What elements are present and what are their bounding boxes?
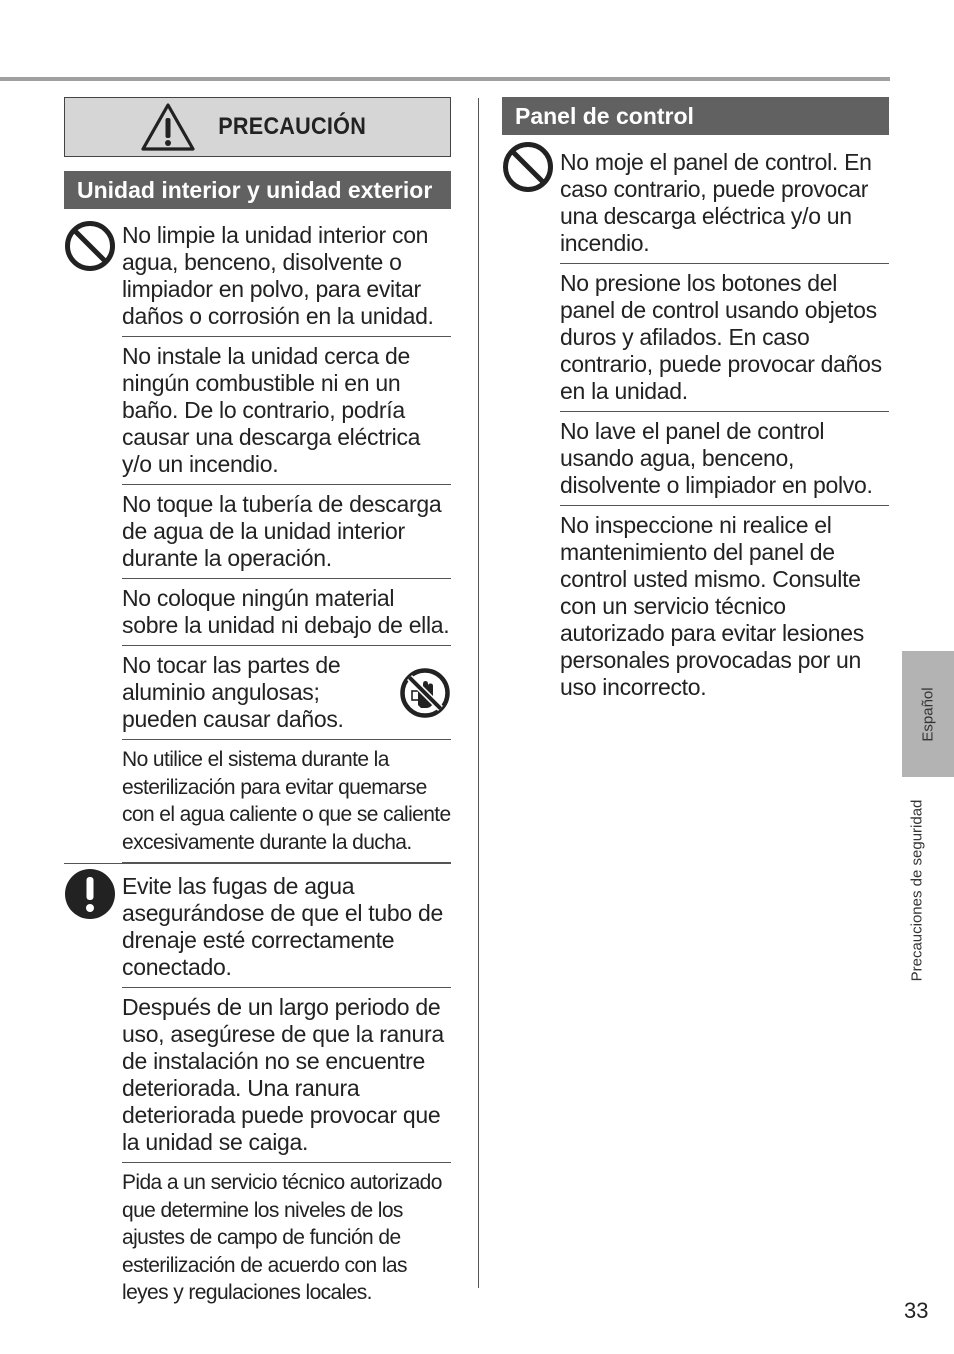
page-number: 33 <box>904 1298 929 1323</box>
prohibition-group <box>502 143 889 707</box>
list-item: Evite las fugas de agua asegurándose de que el tubo de drenaje esté correctamente conectado. <box>122 867 451 988</box>
list-item: No lave el panel de control usando agua, benceno, disolvente o limpiador en polvo. <box>560 412 889 506</box>
caution-title: PRECAUCIÓN <box>218 113 367 140</box>
list-item: Después de un largo periodo de uso, asegúrese de que la ranura de instalación no se encuentre deteriorada. Una ranura deteriorada puede provocar que la unidad se caiga. <box>122 988 451 1163</box>
section-header-indoor-outdoor: Unidad interior y unidad exterior <box>64 171 451 209</box>
prohibition-icon <box>64 220 116 272</box>
mandatory-exclamation-icon <box>64 868 116 920</box>
top-rule <box>0 77 890 81</box>
list-item: No coloque ningún material sobre la unidad ni debajo de ella. <box>122 579 451 646</box>
list-item: No instale la unidad cerca de ningún combustible ni en un baño. De lo contrario, podría causar una descarga eléctrica y/o un incendio. <box>122 337 451 485</box>
list-item: Pida a un servicio técnico autorizado que determine los niveles de los ajustes de campo de función de esterilización de acuerdo con las leyes y regulaciones locales. <box>122 1171 442 1304</box>
list-item: No inspeccione ni realice el mantenimiento del panel de control usted mismo. Consulte con un servicio técnico autorizado para evitar lesiones personales provocadas por un uso incorrecto. <box>560 512 864 700</box>
section-label-text: Precauciones de seguridad <box>908 799 926 981</box>
language-tab-label <box>902 651 954 777</box>
prohibition-icon <box>502 141 554 193</box>
right-column <box>502 97 889 707</box>
mandatory-group <box>64 863 451 1313</box>
section-header-control-panel: Panel de control <box>502 97 889 135</box>
list-item: No presione los botones del panel de control usando objetos duros y afilados. En caso contrario, puede provocar daños en la unidad. <box>560 264 889 412</box>
list-item: No utilice el sistema durante la esterilización para evitar quemarse con el agua caliente o que se caliente excesivamente durante la ducha. <box>122 740 451 863</box>
caution-banner <box>64 97 451 157</box>
prohibition-group <box>64 216 451 863</box>
column-divider <box>478 98 479 1288</box>
list-item: No moje el panel de control. En caso contrario, puede provocar una descarga eléctrica y/o un incendio. <box>560 143 889 264</box>
list-item: No tocar las partes de aluminio angulosas; pueden causar daños. <box>122 646 451 740</box>
warning-triangle-icon <box>140 102 196 152</box>
no-touch-icon <box>399 667 451 719</box>
section-label <box>902 790 932 990</box>
list-item: No limpie la unidad interior con agua, benceno, disolvente o limpiador en polvo, para evitar daños o corrosión en la unidad. <box>122 216 451 337</box>
left-column <box>64 97 451 1313</box>
language-tab-text: Español <box>919 686 937 742</box>
list-item: No toque la tubería de descarga de agua de la unidad interior durante la operación. <box>122 485 451 579</box>
